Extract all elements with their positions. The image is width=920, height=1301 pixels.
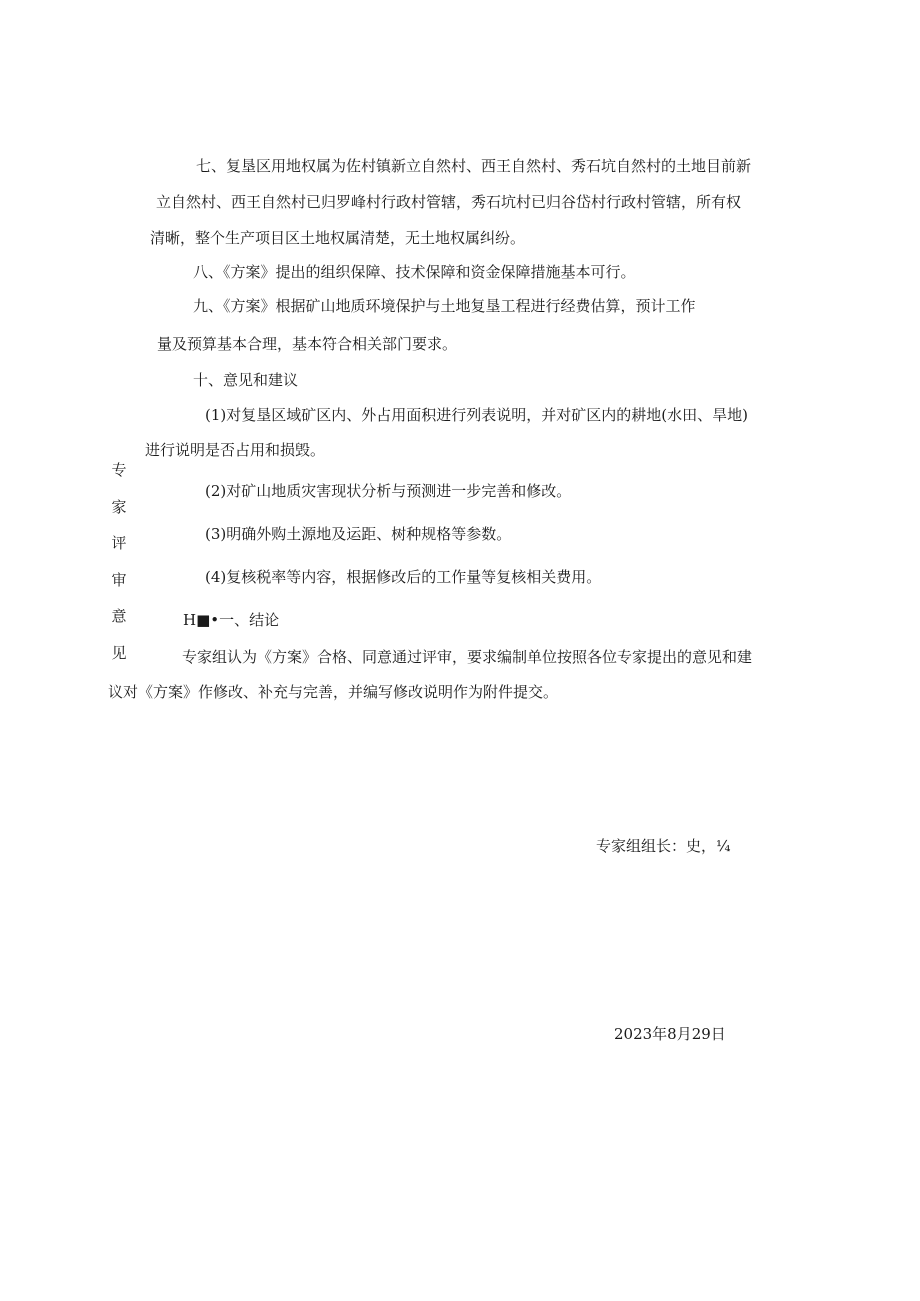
item-7-line-2: 立自然村、西王自然村已归罗峰村行政村管辖，秀石坑村已归谷岱村行政村管辖，所有权 — [156, 193, 742, 211]
item-7-line-3: 清晰，整个生产项目区土地权属清楚，无土地权属纠纷。 — [150, 229, 526, 247]
item-8: 八、《方案》提出的组织保障、技术保障和资金保障措施基本可行。 — [193, 263, 636, 281]
item-11-heading: H■•一、结论 — [183, 611, 280, 629]
side-label-char: 见 — [111, 643, 127, 662]
item-7-line-1: 七、复垦区用地权属为佐村镇新立自然村、西王自然村、秀石坑自然村的土地目前新 — [196, 157, 752, 175]
side-label-char: 意 — [111, 607, 127, 625]
suggestion-3: (3)明确外购土源地及运距、树种规格等参数。 — [205, 525, 512, 543]
item-9-line-1: 九、《方案》根据矿山地质环境保护与土地复垦工程进行经费估算，预计工作 — [193, 297, 696, 315]
date: 2023年8月29日 — [614, 1025, 726, 1043]
conclusion-line-2: 议对《方案》作修改、补充与完善，并编写修改说明作为附件提交。 — [108, 683, 559, 701]
signature: 专家组组长：史，¼ — [596, 837, 731, 855]
item-9-line-2: 量及预算基本合理，基本符合相关部门要求。 — [157, 335, 458, 353]
side-label-char: 评 — [111, 534, 127, 552]
suggestion-1-line-2: 进行说明是否占用和损毁。 — [145, 441, 326, 459]
side-label — [108, 452, 130, 671]
side-label-char: 专 — [111, 461, 127, 479]
suggestion-1-line-1: (1)对复垦区域矿区内、外占用面积进行列表说明，并对矿区内的耕地(水田、旱地) — [205, 406, 748, 424]
conclusion-line-1: 专家组认为《方案》合格、同意通过评审，要求编制单位按照各位专家提出的意见和建 — [182, 648, 753, 666]
item-10-heading: 十、意见和建议 — [193, 371, 299, 389]
suggestion-2: (2)对矿山地质灾害现状分析与预测进一步完善和修改。 — [205, 482, 572, 500]
side-label-char: 家 — [111, 497, 127, 516]
side-label-char: 审 — [111, 570, 127, 589]
suggestion-4: (4)复核税率等内容，根据修改后的工作量等复核相关费用。 — [205, 568, 602, 586]
